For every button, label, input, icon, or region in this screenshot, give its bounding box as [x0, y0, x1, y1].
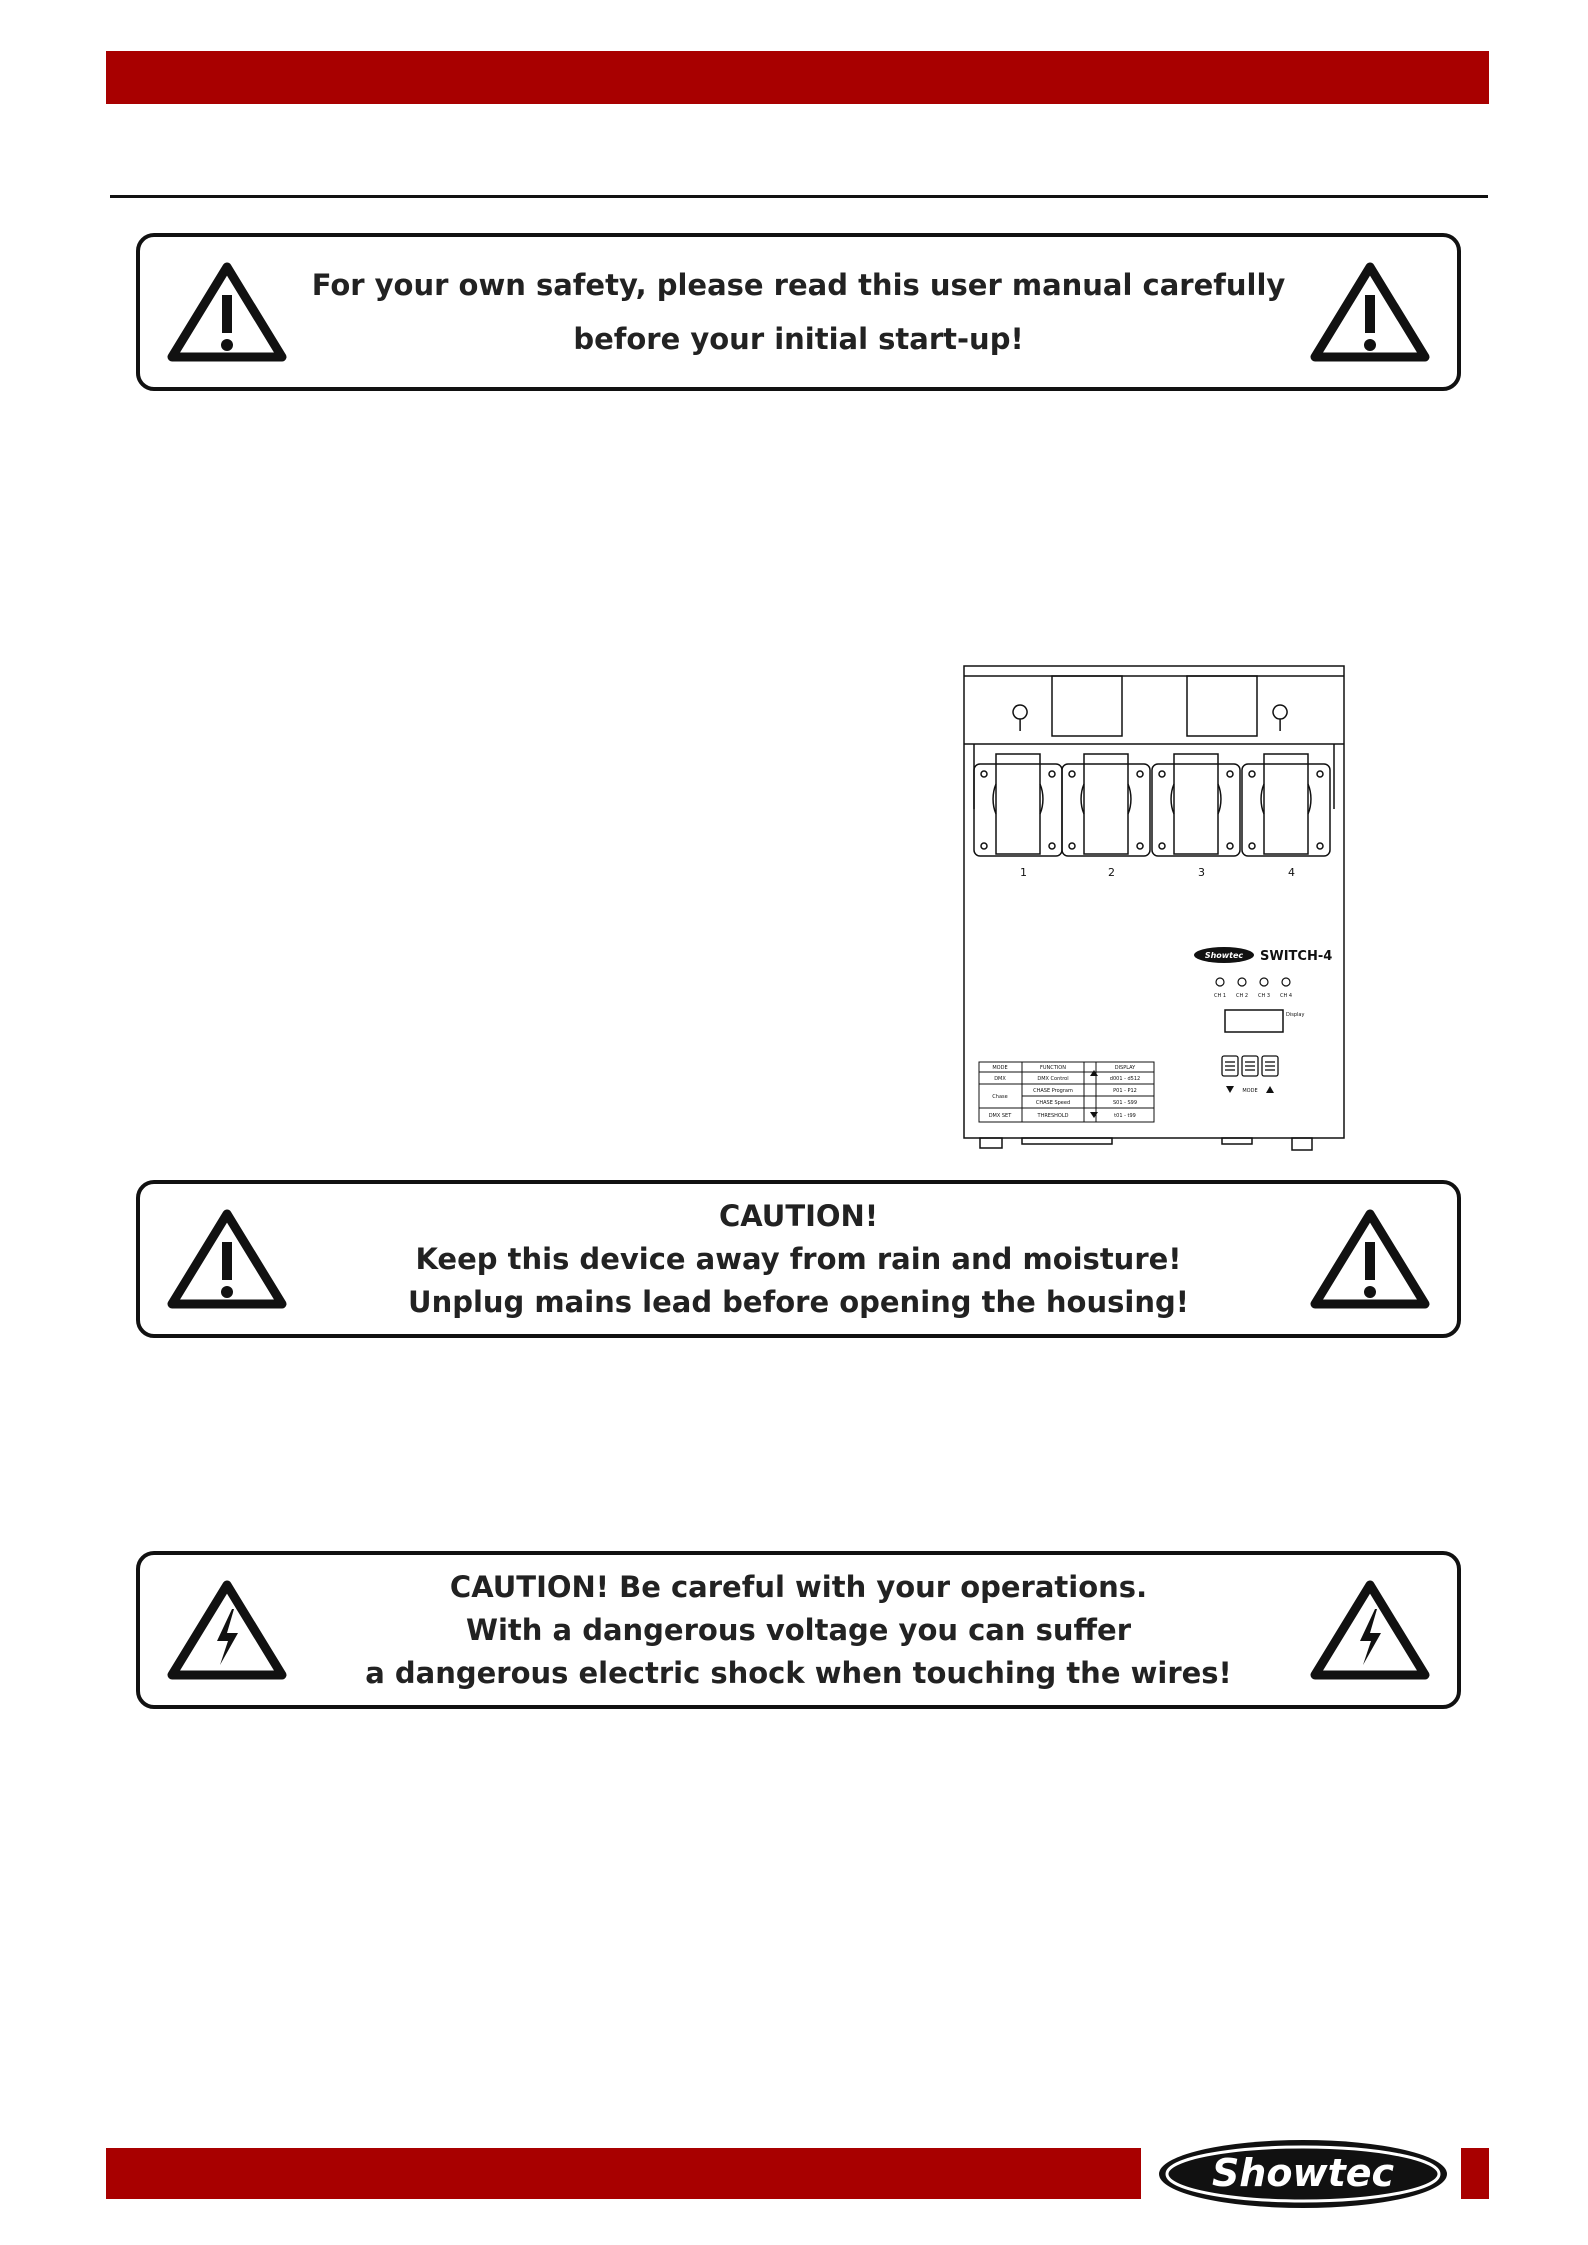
svg-text:DMX: DMX	[994, 1076, 1006, 1082]
power-outlet	[1062, 754, 1150, 856]
warning-line: CAUTION! Be careful with your operations.	[449, 1569, 1148, 1604]
power-outlet	[974, 754, 1062, 856]
svg-text:t01 - t99: t01 - t99	[1114, 1113, 1136, 1119]
keyhole-mount	[1013, 705, 1027, 731]
buttons	[1222, 1056, 1278, 1076]
svg-text:Chase: Chase	[992, 1094, 1008, 1100]
exclamation-warning-icon	[1305, 1204, 1435, 1314]
warning-line: For your own safety, please read this user manual carefully	[311, 268, 1286, 302]
warning-line: before your initial start-up!	[573, 322, 1024, 356]
caution-warning-box	[136, 1180, 1461, 1338]
led-label: CH 1	[1214, 993, 1227, 999]
svg-text:DMX SET: DMX SET	[988, 1113, 1012, 1119]
power-outlet	[1152, 754, 1240, 856]
warning-line: Keep this device away from rain and moisture!	[415, 1241, 1182, 1276]
safety-warning-text	[310, 237, 1287, 387]
safety-warning-box	[136, 233, 1461, 391]
warning-line: a dangerous electric shock when touching the wires!	[365, 1655, 1232, 1690]
voltage-warning-box	[136, 1551, 1461, 1709]
header-bar	[106, 51, 1489, 104]
top-cutout	[1187, 676, 1257, 736]
exclamation-warning-icon	[1305, 257, 1435, 367]
mode-label: MODE	[1242, 1088, 1258, 1094]
outlet-number: 4	[1288, 866, 1295, 879]
header-rule	[110, 195, 1488, 198]
outlet-number: 1	[1020, 866, 1027, 879]
svg-text:S01 - S99: S01 - S99	[1112, 1100, 1138, 1106]
showtec-logo	[1155, 2136, 1452, 2212]
svg-text:DMX Control: DMX Control	[1037, 1076, 1069, 1082]
warning-line: Unplug mains lead before opening the housing!	[408, 1284, 1189, 1319]
svg-text:FUNCTION: FUNCTION	[1040, 1065, 1066, 1071]
lightning-warning-icon	[162, 1575, 292, 1685]
outlet-number: 3	[1198, 866, 1205, 879]
svg-text:THRESHOLD: THRESHOLD	[1037, 1113, 1069, 1119]
logo-text: Showtec	[1211, 2151, 1395, 2195]
power-outlet	[1242, 754, 1330, 856]
voltage-warning-text	[310, 1555, 1287, 1705]
svg-text:P01 - P12: P01 - P12	[1113, 1088, 1137, 1094]
svg-text:MODE: MODE	[992, 1065, 1008, 1071]
svg-text:CHASE Program: CHASE Program	[1033, 1088, 1073, 1094]
lightning-warning-icon	[1305, 1575, 1435, 1685]
footer-bar-end	[1461, 2148, 1489, 2199]
caution-warning-text	[310, 1184, 1287, 1334]
svg-text:CHASE Speed: CHASE Speed	[1035, 1100, 1071, 1106]
warning-line: CAUTION!	[718, 1198, 879, 1233]
led-label: CH 4	[1280, 993, 1293, 999]
brand-badge-text: Showtec	[1204, 951, 1244, 960]
display-label: Display	[1286, 1012, 1305, 1018]
svg-text:d001 - d512: d001 - d512	[1109, 1076, 1141, 1082]
svg-text:DISPLAY: DISPLAY	[1114, 1065, 1136, 1071]
exclamation-warning-icon	[162, 1204, 292, 1314]
display-window	[1225, 1010, 1283, 1032]
warning-line: With a dangerous voltage you can suffer	[466, 1612, 1131, 1647]
top-cutout	[1052, 676, 1122, 736]
led-label: CH 2	[1236, 993, 1249, 999]
keyhole-mount	[1273, 705, 1287, 731]
exclamation-warning-icon	[162, 257, 292, 367]
footer-bar	[106, 2148, 1141, 2199]
led-label: CH 3	[1258, 993, 1271, 999]
device-illustration	[962, 664, 1350, 1154]
model-name: SWITCH-4	[1260, 949, 1333, 964]
outlet-number: 2	[1108, 866, 1115, 879]
